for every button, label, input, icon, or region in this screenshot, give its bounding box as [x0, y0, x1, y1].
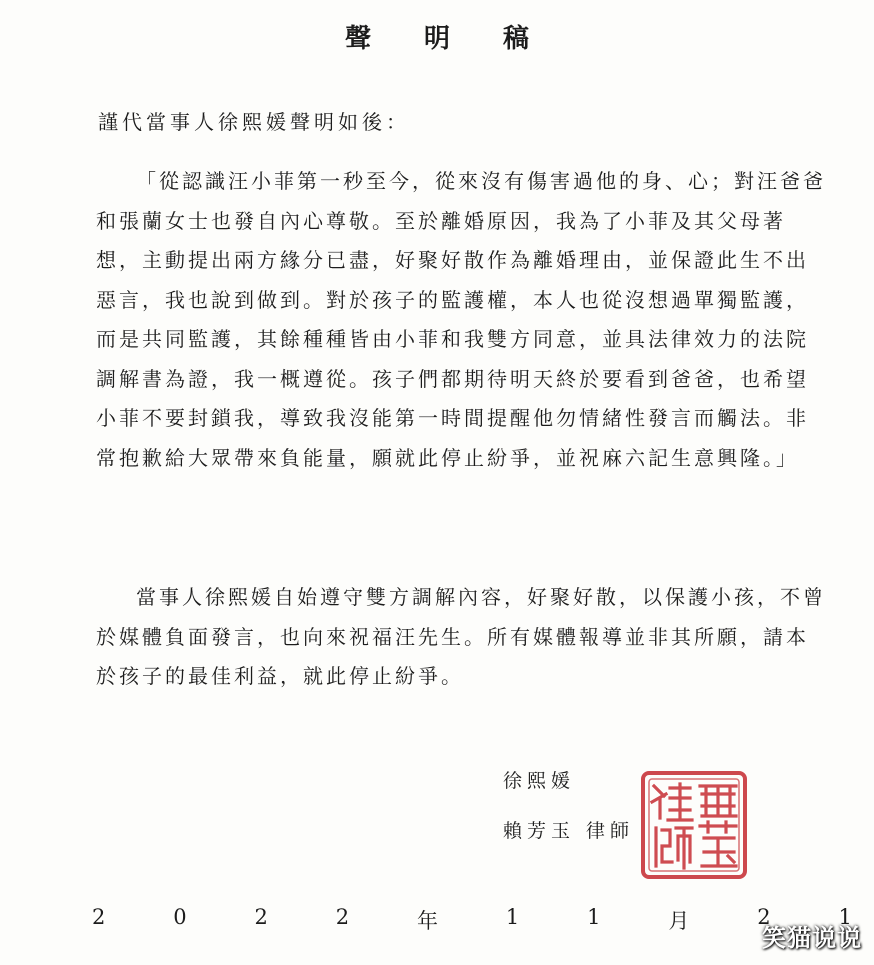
document-title: 聲 明 稿 [344, 24, 552, 54]
quote-paragraph [96, 162, 826, 478]
date-digit: 2 [335, 905, 350, 929]
date-digit: 2 [254, 905, 268, 929]
second-paragraph-text: 當事人徐熙媛自始遵守雙方調解內容，好聚好散，以保護小孩，不曾於媒體負面發言，也向來祝福汪先生。所有媒體報導並非其所願，請本於孩子的最佳利益，就此停止紛爭。 [96, 585, 826, 688]
quote-paragraph-text: 「從認識汪小菲第一秒至今，從來沒有傷害過他的身、心；對汪爸爸和張蘭女士也發自內心尊敬。至於離婚原因，我為了小菲及其父母著想，主動提出兩方緣分已盡，好聚好散作為離婚理由，並保證此生不出惡言，我也說到做到。對於孩子的監護權，本人也從沒想過單獨監護，而是共同監護，其餘種種皆由小菲和我雙方同意，並具法律效力的法院調解書為證，我一概遵從。孩子們都期待明天終於要看到爸爸，也希望小菲不要封鎖我，導致我沒能第一時間提醒他勿情緒性發言而觸法。非常抱歉給大眾帶來負能量，願就此停止紛爭，並祝麻六記生意興隆。」 [96, 169, 826, 470]
date-digit: 1 [838, 905, 852, 929]
intro-line: 謹代當事人徐熙媛聲明如後： [98, 110, 410, 134]
signature-client: 徐熙媛 [503, 770, 576, 792]
date-digit: 1 [505, 905, 520, 929]
date-year-char: 年 [417, 909, 438, 933]
signature-lawyer: 賴芳玉 律師 [503, 820, 635, 842]
date-digit: 0 [173, 905, 187, 929]
lawyer-seal-stamp [640, 770, 748, 880]
date-digit: 2 [92, 905, 106, 929]
date-month-char: 月 [668, 909, 690, 933]
date-line [92, 905, 852, 935]
watermark: 笑猫说说 [762, 924, 862, 952]
date-digit: 2 [757, 905, 771, 929]
date-digit: 1 [587, 905, 601, 929]
second-paragraph [96, 578, 826, 697]
